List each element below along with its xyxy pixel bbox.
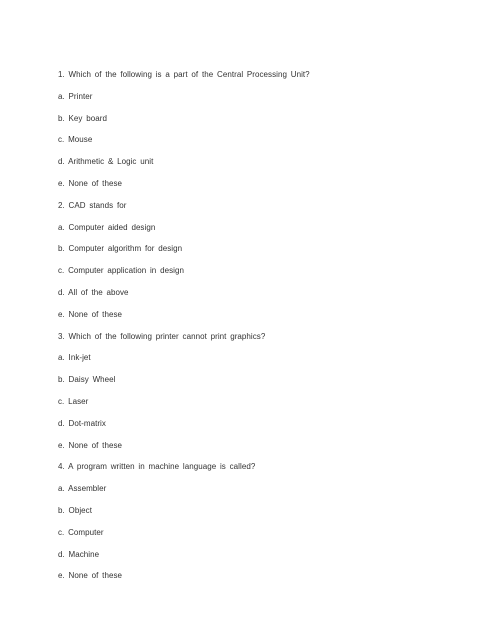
question-4: 4. A program written in machine language is called? xyxy=(58,462,256,472)
question-3-option-c: c. Laser xyxy=(58,396,89,406)
question-3-option-d: d. Dot-matrix xyxy=(58,418,106,428)
question-1-option-e: e. None of these xyxy=(58,178,123,188)
question-1: 1. Which of the following is a part of the Central Processing Unit? xyxy=(58,70,310,79)
question-3-option-a: a. Ink-jet xyxy=(58,353,91,363)
question-4-option-a: a. Assembler xyxy=(58,484,107,494)
question-1-option-c: c. Mouse xyxy=(58,135,93,145)
question-2-option-d: d. All of the above xyxy=(58,287,129,297)
question-2: 2. CAD stands for xyxy=(58,200,127,210)
question-3-option-e: e. None of these xyxy=(58,440,123,450)
question-2-option-b: b. Computer algorithm for design xyxy=(58,244,183,254)
quiz-content xyxy=(58,70,458,593)
question-2-option-c: c. Computer application in design xyxy=(58,266,184,276)
question-3: 3. Which of the following printer cannot print graphics? xyxy=(58,331,266,341)
question-4-option-c: c. Computer xyxy=(58,527,104,537)
question-1-option-d: d. Arithmetic & Logic unit xyxy=(58,157,154,167)
question-4-option-b: b. Object xyxy=(58,505,92,515)
question-4-option-d: d. Machine xyxy=(58,549,100,559)
question-1-option-a: a. Printer xyxy=(58,91,93,101)
question-3-option-b: b. Daisy Wheel xyxy=(58,375,116,385)
question-2-option-a: a. Computer aided design xyxy=(58,222,156,232)
question-1-option-b: b. Key board xyxy=(58,113,107,123)
question-4-option-e: e. None of these xyxy=(58,571,123,581)
question-2-option-e: e. None of these xyxy=(58,309,123,319)
